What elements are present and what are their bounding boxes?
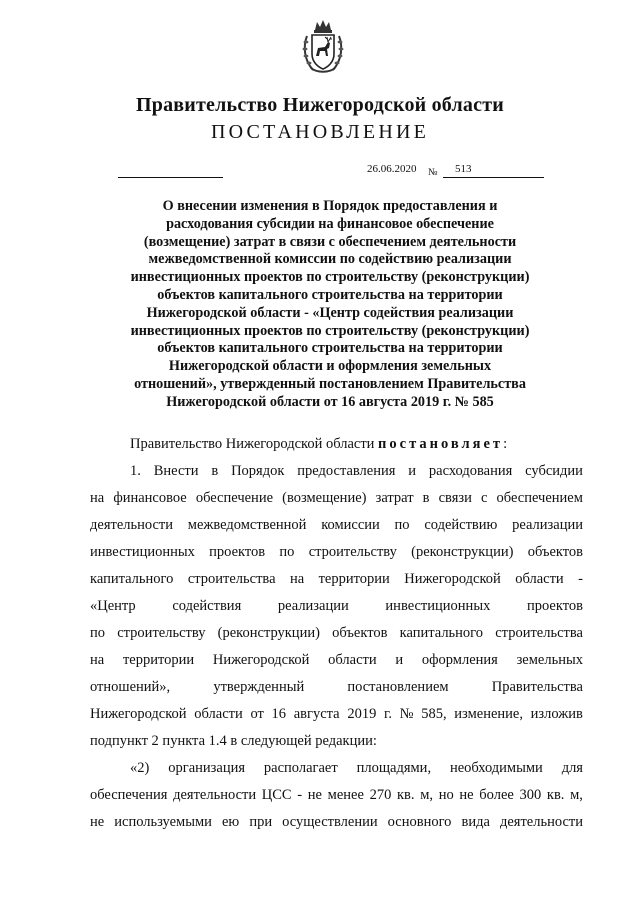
subject-line: инвестиционных проектов по строительству (реконструкции) <box>130 322 530 339</box>
word: области <box>194 706 243 722</box>
word: инвестиционных <box>90 544 195 560</box>
paragraph-line <box>90 517 583 534</box>
paragraph-line <box>130 760 583 777</box>
word: августа <box>293 706 340 722</box>
word: необходимыми <box>449 760 543 776</box>
word: «2) <box>130 760 150 776</box>
word: по <box>394 517 410 533</box>
word: реализации <box>512 517 583 533</box>
word: обеспечение <box>195 490 274 506</box>
word: капитального <box>90 571 174 587</box>
word: обеспечением <box>496 490 583 506</box>
word: утвержденный <box>213 679 305 695</box>
subject-line: О внесении изменения в Порядок предоставления и <box>162 198 498 214</box>
word: вида <box>461 814 490 830</box>
word: 16 <box>271 706 287 722</box>
word: 1. <box>130 463 141 479</box>
word: 270 <box>369 787 392 803</box>
word: не <box>459 787 474 803</box>
word: по <box>279 544 295 560</box>
word: с <box>480 490 488 506</box>
word: располагает <box>263 760 338 776</box>
word: изменение, <box>454 706 523 722</box>
word: 585, <box>421 706 447 722</box>
paragraph-line <box>90 544 583 561</box>
paragraph-line <box>90 706 583 723</box>
subject-line: (возмещение) затрат в связи с обеспечением деятельности <box>143 233 517 250</box>
word: субсидии <box>525 463 583 479</box>
paragraph-line <box>90 652 583 669</box>
paragraph-line: подпункт 2 пункта 1.4 в следующей редакции: <box>90 733 377 749</box>
coat-of-arms-icon <box>301 18 345 76</box>
word: и <box>408 463 417 479</box>
word: отношений», <box>90 679 171 695</box>
word: изложив <box>530 706 583 722</box>
preamble-decree-word: постановляет <box>378 436 504 452</box>
word: проектов <box>209 544 266 560</box>
document-number: 513 <box>455 163 472 175</box>
number-underline <box>443 177 544 178</box>
word: инвестиционных <box>385 598 491 614</box>
word: и <box>395 652 404 668</box>
word: в <box>422 490 430 506</box>
document-subject <box>120 198 540 412</box>
word: - <box>578 571 583 587</box>
word: не <box>90 814 105 830</box>
subject-line: объектов капитального строительства на территории <box>157 286 503 303</box>
word: деятельности <box>173 787 257 803</box>
document-date: 26.06.2020 <box>367 163 417 175</box>
word: менее <box>327 787 364 803</box>
paragraph-line <box>90 625 583 642</box>
word: финансовое <box>113 490 187 506</box>
subject-line: Нижегородской области - «Центр содействия реализации <box>146 304 514 321</box>
word: площадями, <box>356 760 432 776</box>
word: основного <box>387 814 452 830</box>
date-left-blank-line <box>118 177 223 178</box>
word: (реконструкции) <box>217 625 320 641</box>
paragraph-line <box>90 679 583 696</box>
word: деятельности <box>90 517 174 533</box>
word: постановлением <box>347 679 449 695</box>
word: кв. <box>546 787 565 803</box>
word: м, <box>570 787 583 803</box>
word: содействию <box>424 517 498 533</box>
word: осуществлении <box>282 814 378 830</box>
word: от <box>250 706 264 722</box>
word: содействия <box>172 598 242 614</box>
document-type: ПОСТАНОВЛЕНИЕ <box>210 121 430 143</box>
word: строительству <box>117 625 206 641</box>
word: области <box>515 571 564 587</box>
word: территории <box>318 571 390 587</box>
word: на <box>289 571 305 587</box>
word: (возмещение) <box>282 490 367 506</box>
word: комиссии <box>321 517 380 533</box>
word: г. <box>384 706 392 722</box>
subject-line: Нижегородской области от 16 августа 2019 г. № 585 <box>166 393 494 410</box>
word: Нижегородской <box>90 706 187 722</box>
word: строительства <box>187 571 276 587</box>
subject-line: межведомственной комиссии по содействию реализации <box>148 251 512 268</box>
word: ею <box>221 814 240 830</box>
paragraph-line <box>130 463 583 480</box>
word: м, <box>420 787 434 803</box>
word: ЦСС <box>261 787 292 803</box>
word: капитального <box>399 625 484 641</box>
word: для <box>561 760 583 776</box>
word: обеспечения <box>90 787 168 803</box>
document-body <box>90 436 583 856</box>
paragraph-line <box>90 490 583 507</box>
preamble-start: Правительство Нижегородской области <box>130 436 379 452</box>
word: не <box>307 787 322 803</box>
word: предоставления <box>297 463 396 479</box>
preamble-end: : <box>503 436 508 452</box>
paragraph-line <box>90 814 583 831</box>
word: объектов <box>527 544 583 560</box>
word: связи <box>438 490 472 506</box>
word: «Центр <box>90 598 136 614</box>
word: земельных <box>516 652 583 668</box>
subject-line: расходования субсидии на финансовое обеспечение <box>166 215 494 232</box>
subject-line: отношений», утвержденный постановлением Правительства <box>134 375 526 392</box>
word: - <box>297 787 303 803</box>
word: деятельности <box>499 814 583 830</box>
word: организация <box>168 760 246 776</box>
word: более <box>479 787 514 803</box>
paragraph-line <box>90 571 583 588</box>
subject-line: объектов капитального строительства на территории <box>157 340 503 357</box>
word: (реконструкции) <box>411 544 514 560</box>
word: Нижегородской <box>404 571 501 587</box>
number-sign: № <box>428 167 438 178</box>
government-title: Правительство Нижегородской области <box>136 94 504 116</box>
word: строительства <box>495 625 583 641</box>
word: на <box>90 490 105 506</box>
paragraph-line <box>90 787 583 804</box>
word: кв. <box>397 787 415 803</box>
word: реализации <box>277 598 349 614</box>
word: Внести <box>153 463 199 479</box>
word: в <box>211 463 219 479</box>
word: территории <box>122 652 195 668</box>
word: области <box>328 652 377 668</box>
word: расходования <box>428 463 513 479</box>
word: межведомственной <box>187 517 307 533</box>
word: строительству <box>308 544 397 560</box>
paragraph-line <box>90 598 583 615</box>
word: № <box>399 706 414 722</box>
word: при <box>249 814 273 830</box>
subject-line: Нижегородской области и оформления земельных <box>168 358 492 375</box>
word: по <box>90 625 106 641</box>
word: Нижегородской <box>212 652 310 668</box>
word: объектов <box>332 625 388 641</box>
word: но <box>438 787 454 803</box>
word: на <box>90 652 105 668</box>
word: 300 <box>519 787 542 803</box>
subject-line: инвестиционных проектов по строительству (реконструкции) <box>130 269 530 286</box>
word: 2019 <box>347 706 377 722</box>
word: оформления <box>421 652 498 668</box>
word: проектов <box>526 598 583 614</box>
word: затрат <box>375 490 414 506</box>
word: Порядок <box>231 463 285 479</box>
word: используемыми <box>114 814 212 830</box>
word: Правительства <box>491 679 583 695</box>
preamble <box>130 436 507 453</box>
